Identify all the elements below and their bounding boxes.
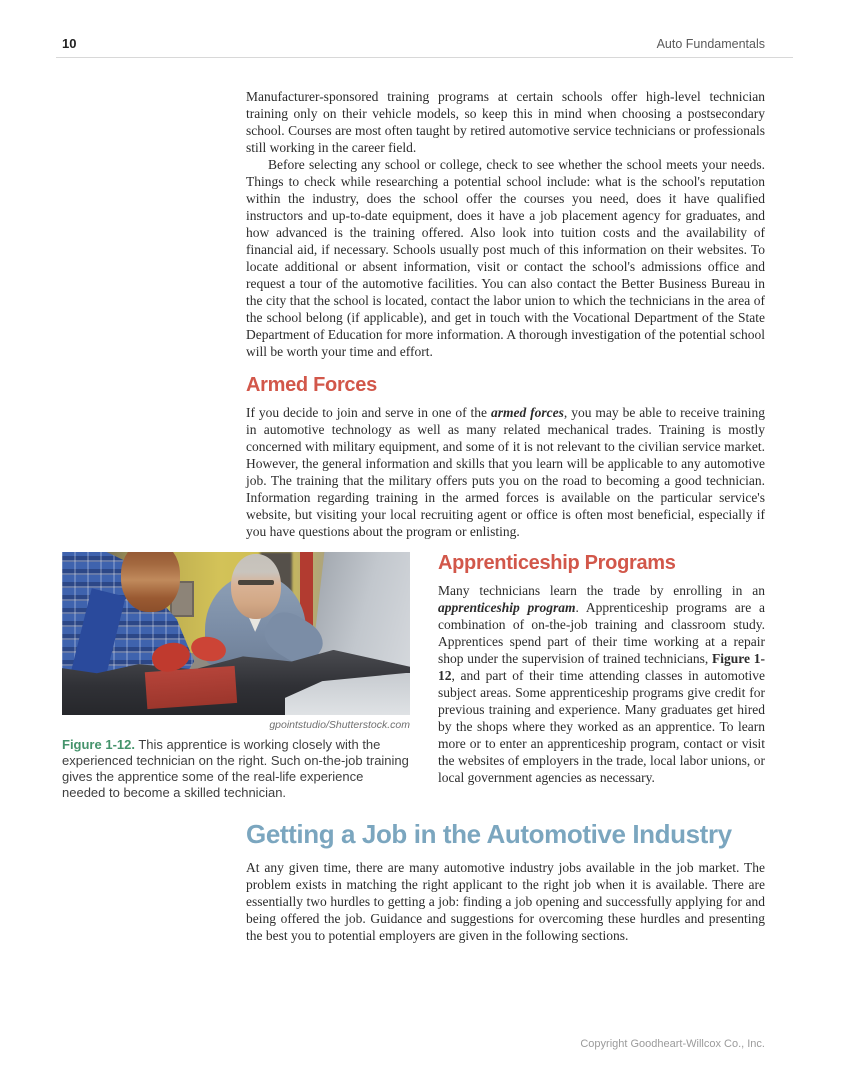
figure-1-12-caption: Figure 1-12. This apprentice is working closely with the experienced technician on the right. Such on-the-job training gives the apprentice some of the real-life experience needed to become a skilled technician.	[62, 737, 409, 800]
getting-job-paragraph: At any given time, there are many automotive industry jobs available in the job market. The problem exists in matching the right applicant to the right job when it is available. There are essentially two hurdles to getting a job: finding a job opening and successfully applying for and being offered the job. Guidance and suggestions for overcoming these hurdles and presenting the best you to potential employers are given in the following sections.	[246, 860, 765, 943]
apprenticeship-paragraph: Many technicians learn the trade by enrolling in an apprenticeship program. Apprenticeship programs are a combination of on-the-job training and classroom study. Apprentices spend part of their time working at a repair shop under the supervision of trained technicians, Figure 1-12, and part of their time attending classes in automotive subject areas. Some apprenticeship programs give credit for previous training and experience. Many graduates get hired by the shops where they worked as an apprentice. To learn more or to enter an apprenticeship program, contact or visit the websites of employers in the trade, local labor unions, or local government agencies as necessary.	[438, 583, 765, 785]
figure-1-12-image	[62, 552, 410, 715]
copyright-notice: Copyright Goodheart-Willcox Co., Inc.	[580, 1038, 765, 1050]
header-rule	[56, 57, 793, 58]
running-head	[62, 36, 765, 51]
getting-job-section	[246, 819, 765, 944]
intro-paragraph-2: Before selecting any school or college, check to see whether the school meets your needs. Things to check while researching a potential school include: what is the school's reputation within the industry, does the school offer the courses you need, does it have qualified instructors and up-to-date equipment, does it have a job placement agency for graduates, and how advanced is the training offered. Also look into tuition costs and the availability of financial aid, if necessary. Schools usually post much of this information on their websites. To locate additional or absent information, visit or contact the school's admissions office and request a tour of the automotive facilities. You can also contact the Better Business Bureau in the city that the school is located, contact the labor union to which the technicians in the area of the school belong (if applicable), and get in touch with the Vocational Department of the State Department of Education for more information. A thorough investigation of the potential school will be worth your time and effort.	[246, 157, 765, 359]
photo-battery	[144, 666, 237, 710]
photo-technician-head	[231, 554, 281, 619]
page-number: 10	[62, 36, 77, 51]
photo-technician-glasses	[238, 580, 275, 586]
book-title: Auto Fundamentals	[656, 37, 765, 51]
intro-section	[246, 88, 765, 540]
figure-photo-credit: gpointstudio/Shutterstock.com	[269, 719, 410, 731]
figure-1-12-block	[62, 552, 410, 801]
getting-job-heading: Getting a Job in the Automotive Industry	[246, 819, 732, 849]
armed-forces-heading: Armed Forces	[246, 374, 377, 396]
armed-forces-paragraph: If you decide to join and serve in one of the armed forces, you may be able to receive training in automotive technology as well as many related mechanical trades. Training is mostly concerned with military equipment, and some of it is not relevant to the civilian service market. However, the general information and skills that you learn will be applicable to any automotive job. The training that the military offers puts you on the road to becoming a good technician. Information regarding training in the armed forces is available on the particular service's website, but visiting your local recruiting agent or office is often most beneficial, especially if you have questions about the program or enlisting.	[246, 405, 765, 539]
apprenticeship-section	[438, 552, 765, 801]
apprenticeship-heading: Apprenticeship Programs	[438, 552, 676, 574]
figure-and-apprenticeship-row	[62, 552, 765, 801]
intro-paragraph-1: Manufacturer-sponsored training programs at certain schools offer high-level technician training only on their vehicle models, so keep this in mind when choosing a postsecondary school. Courses are most often taught by retired automotive service technicians or professionals still working in the career field.	[246, 89, 765, 155]
